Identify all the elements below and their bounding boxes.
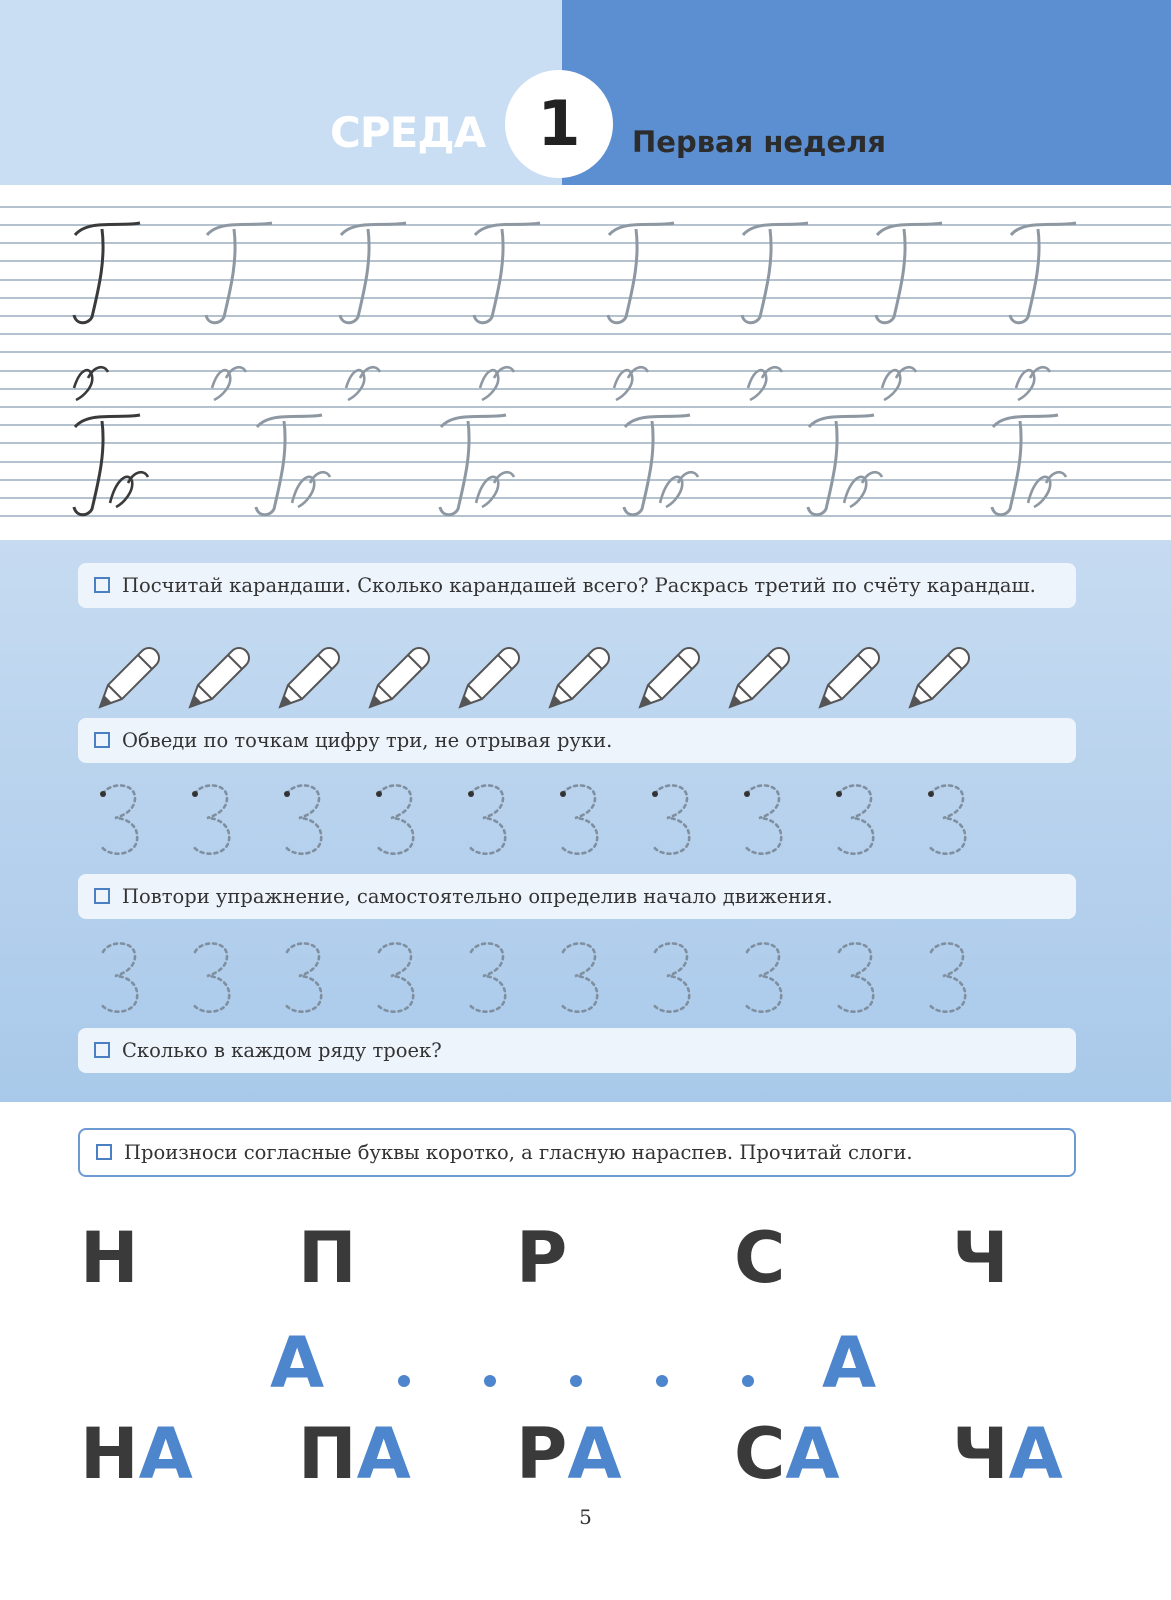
consonant-1: Н bbox=[80, 1217, 139, 1299]
task-text: Произноси согласные буквы коротко, а гласную нараспев. Прочитай слоги. bbox=[124, 1141, 913, 1164]
task-repeat-exercise bbox=[78, 874, 1076, 919]
cursive-practice-lines bbox=[0, 185, 1171, 540]
cursive-capital-g-trace-row bbox=[206, 223, 1076, 323]
syllable-5: ЧА bbox=[952, 1413, 1063, 1495]
cursive-small-g-row bbox=[74, 367, 108, 400]
task-read-syllables bbox=[78, 1128, 1076, 1177]
consonant-3: Р bbox=[516, 1217, 568, 1299]
syllable-2: ПА bbox=[298, 1413, 411, 1495]
pencil-10 bbox=[910, 648, 969, 707]
task-text: Посчитай карандаши. Сколько карандашей всего? Раскрась третий по счёту карандаш. bbox=[122, 574, 1036, 597]
task-text: Сколько в каждом ряду троек? bbox=[122, 1039, 442, 1062]
ruled-lines bbox=[0, 207, 1171, 516]
cursive-gg-trace-row bbox=[256, 415, 1066, 515]
cursive-capital-g-row bbox=[74, 223, 140, 323]
day-title: СРЕДА bbox=[330, 108, 486, 157]
checkbox-icon[interactable] bbox=[94, 732, 110, 748]
week-title: Первая неделя bbox=[632, 125, 886, 159]
header-band-left bbox=[0, 0, 562, 185]
pencil-1 bbox=[100, 648, 159, 707]
consonant-4: С bbox=[734, 1217, 786, 1299]
consonant-5: Ч bbox=[952, 1217, 1009, 1299]
cursive-gg-row bbox=[74, 415, 148, 515]
pencil-5 bbox=[460, 648, 519, 707]
task-text: Обведи по точкам цифру три, не отрывая руки. bbox=[122, 729, 613, 752]
vowel-right: А bbox=[822, 1322, 877, 1404]
syllable-4: СА bbox=[734, 1413, 840, 1495]
pencil-7 bbox=[640, 648, 699, 707]
dotted-threes-row-1 bbox=[85, 780, 1005, 860]
vowel-left: А bbox=[270, 1322, 325, 1404]
pencil-6 bbox=[550, 648, 609, 707]
pencil-4 bbox=[370, 648, 429, 707]
task-count-threes bbox=[78, 1028, 1076, 1073]
dot-5 bbox=[742, 1375, 754, 1387]
pencil-9 bbox=[820, 648, 879, 707]
pencil-2 bbox=[190, 648, 249, 707]
cursive-small-g-trace-row bbox=[212, 367, 1050, 400]
checkbox-icon[interactable] bbox=[94, 1042, 110, 1058]
dot-1 bbox=[398, 1375, 410, 1387]
syllable-3: РА bbox=[516, 1413, 622, 1495]
pencils-row bbox=[90, 645, 990, 715]
checkbox-icon[interactable] bbox=[94, 888, 110, 904]
dot-2 bbox=[484, 1375, 496, 1387]
task-trace-three bbox=[78, 718, 1076, 763]
syllable-1: НА bbox=[80, 1413, 193, 1495]
dot-3 bbox=[570, 1375, 582, 1387]
pencil-3 bbox=[280, 648, 339, 707]
pencil-8 bbox=[730, 648, 789, 707]
task-count-pencils bbox=[78, 563, 1076, 608]
dot-4 bbox=[656, 1375, 668, 1387]
page-number: 5 bbox=[579, 1505, 592, 1529]
consonant-2: П bbox=[298, 1217, 357, 1299]
checkbox-icon[interactable] bbox=[94, 577, 110, 593]
checkbox-icon[interactable] bbox=[96, 1144, 112, 1160]
dotted-threes-row-2 bbox=[85, 938, 1005, 1018]
day-number: 1 bbox=[537, 87, 581, 160]
task-text: Повтори упражнение, самостоятельно определив начало движения. bbox=[122, 885, 833, 908]
